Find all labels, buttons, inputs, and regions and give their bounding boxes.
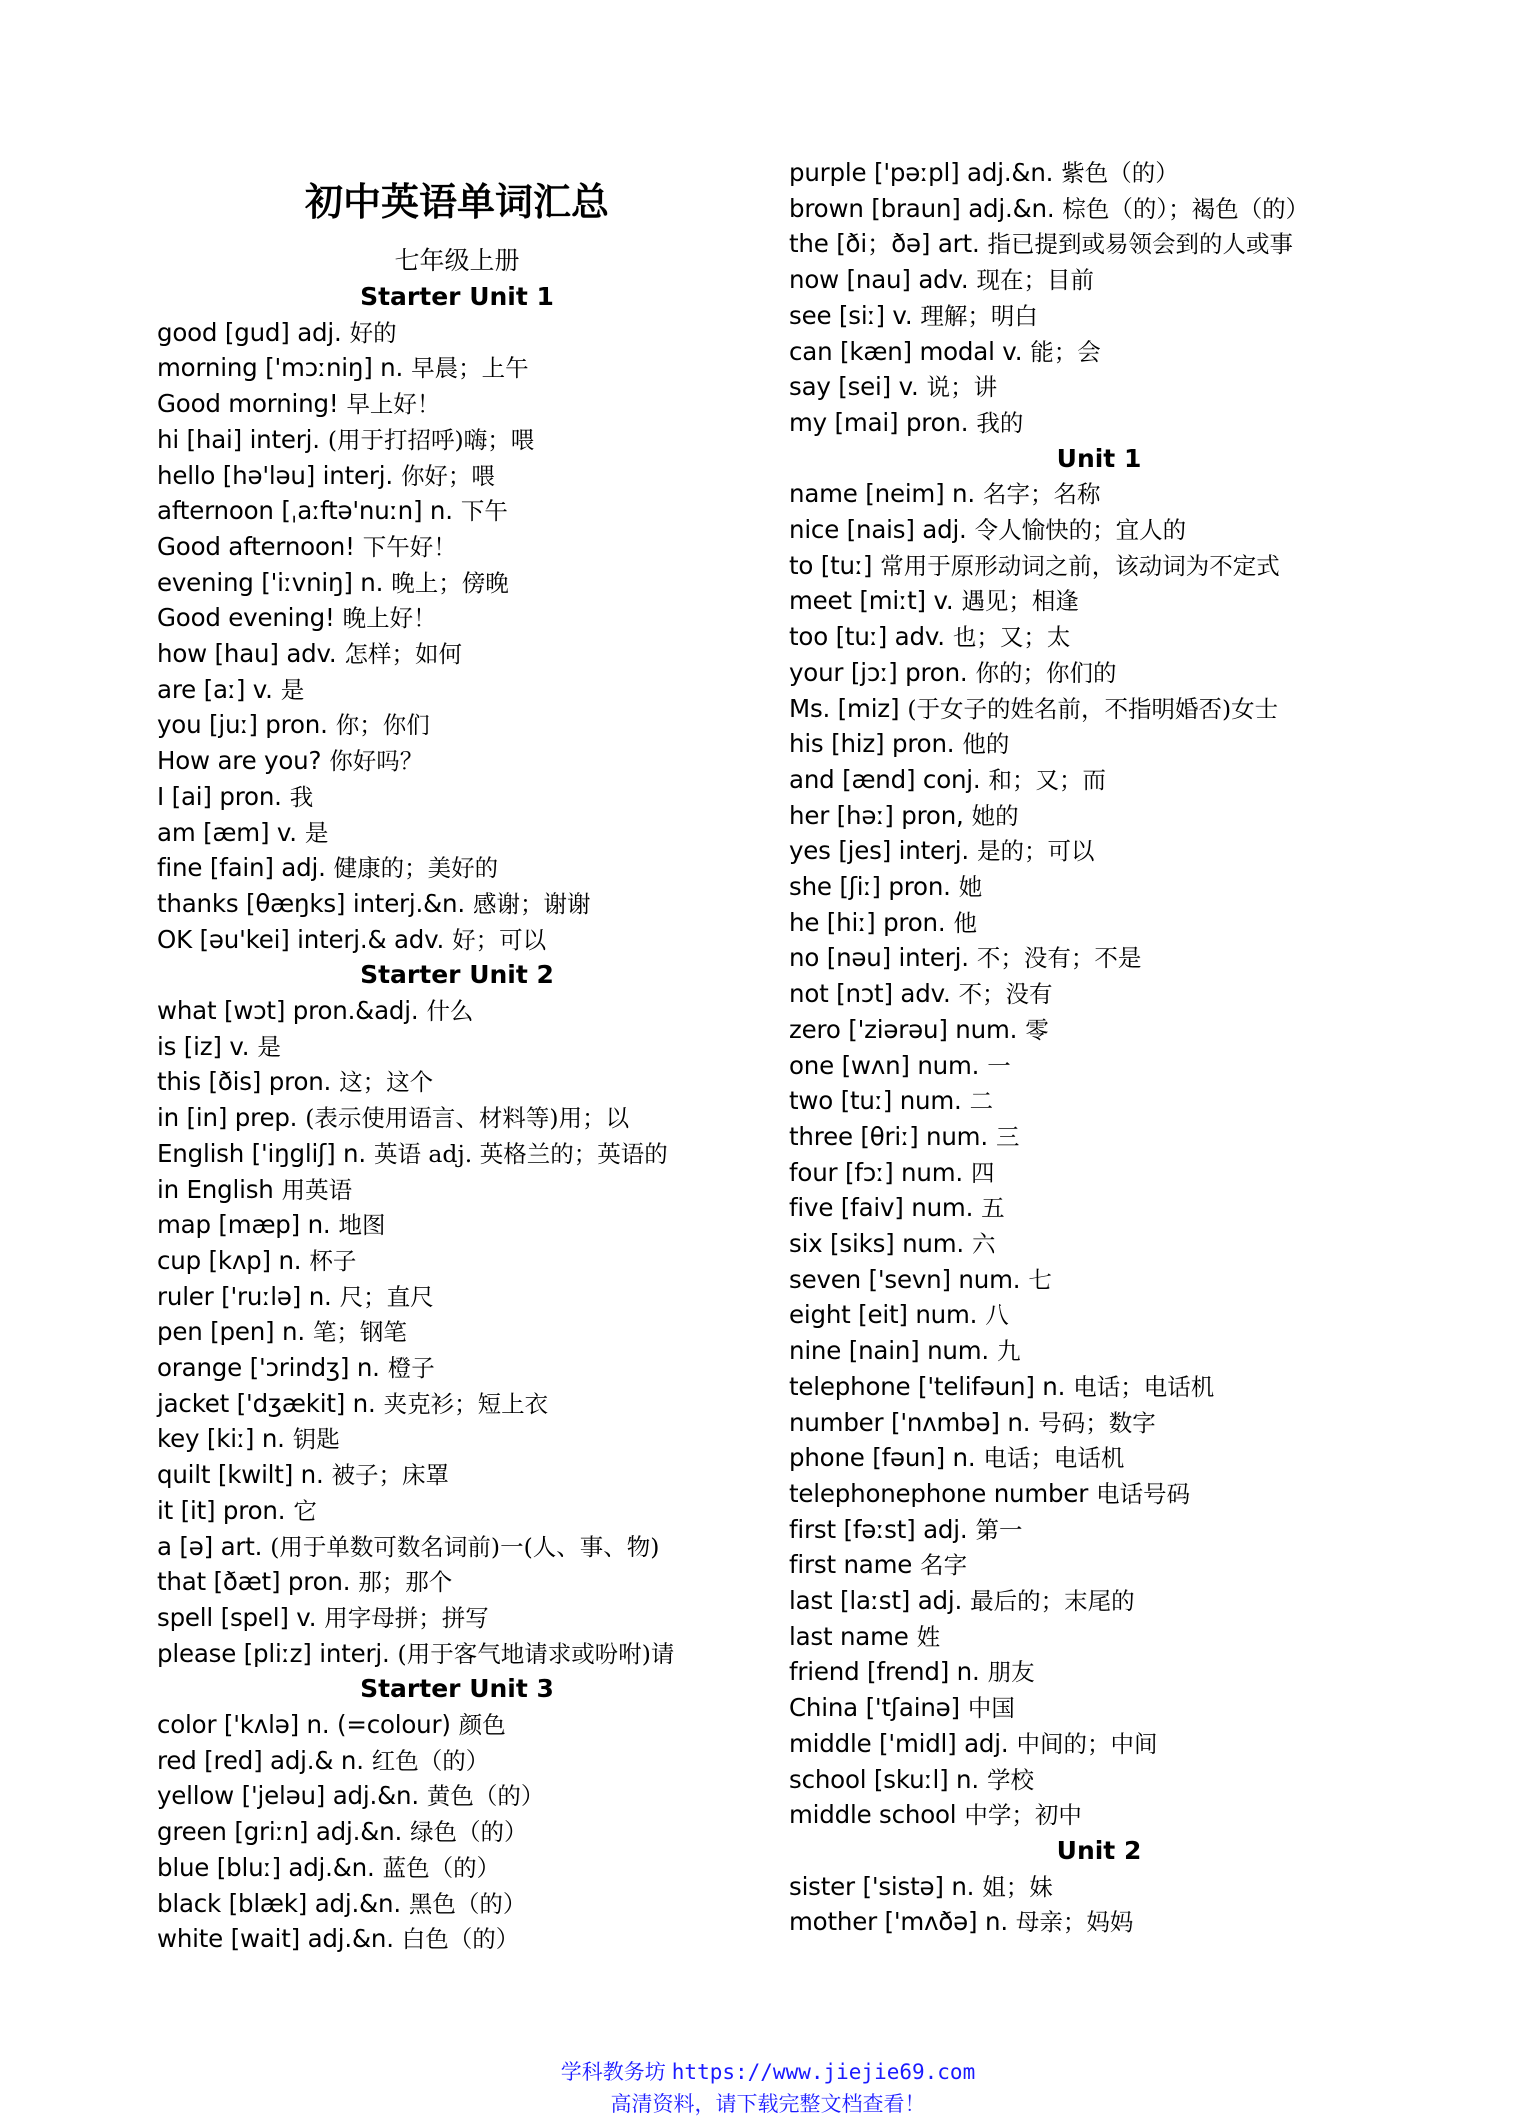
vocab-meaning: 什么 [426,997,474,1025]
vocab-entry [789,976,1053,1012]
vocab-word: Ms. [miz] [789,693,900,723]
vocab-meaning: 他的 [962,730,1010,759]
vocab-meaning: 英语 adj. 英格兰的；英语的 [373,1139,668,1168]
vocab-entry [789,298,1038,334]
vocab-entry [157,672,304,708]
vocab-word: number ['nʌmbə] n. [789,1407,1031,1437]
vocab-meaning: 和；又；而 [988,765,1107,794]
vocab-word: it [it] pron. [157,1495,286,1525]
vocab-word: first [fəːst] adj. [789,1514,968,1544]
vocab-meaning: 中学；初中 [964,1801,1082,1830]
vocab-meaning: 四 [970,1158,995,1187]
vocab-entry [157,743,423,779]
vocab-entry [789,1048,1011,1084]
vocab-entry [789,1583,1135,1619]
document-title: 初中英语单词汇总 [304,180,609,224]
vocab-meaning: 母亲；妈妈 [1015,1908,1134,1937]
vocab-word: can [kæn] modal v. [789,336,1023,366]
vocab-word: white [wait] adj.&n. [157,1924,394,1954]
vocab-word: name [neim] n. [789,479,975,509]
vocab-word: friend [frend] n. [789,1657,980,1687]
vocab-meaning: 能；会 [1030,337,1101,366]
vocab-word: in English [157,1174,274,1204]
vocab-entry [157,850,498,886]
vocab-word: my [mai] pron. [789,407,969,437]
vocab-word: she [ʃiː] pron. [789,872,951,901]
vocab-meaning: 好；可以 [452,925,547,954]
vocab-meaning: 黄色（的） [426,1782,545,1811]
vocab-meaning: 中国 [967,1694,1015,1723]
unit-heading: Unit 1 [1056,443,1142,473]
vocab-meaning: 怎样；如何 [344,640,462,668]
vocab-word: and [ænd] conj. [789,764,981,794]
vocab-meaning: 零 [1025,1015,1049,1044]
vocab-meaning: 你好吗？ [329,747,424,776]
vocab-word: China ['tʃainə] [789,1693,960,1723]
vocab-meaning: 指已提到或易领会到的人或事 [987,230,1294,259]
vocab-word: in [in] prep. [157,1103,298,1133]
vocab-word: four [fɔː] num. [789,1157,963,1187]
vocab-entry [789,1654,1035,1690]
vocab-meaning: 杯子 [309,1246,357,1275]
unit-heading: Unit 2 [1056,1835,1142,1865]
vocab-meaning: 我的 [976,408,1024,437]
vocab-meaning: 你好；喂 [400,461,495,490]
vocab-meaning: 现在；目前 [976,266,1094,295]
vocab-word: please [pliːz] interj. [157,1638,390,1668]
vocab-meaning: 常用于原形动词之前，该动词为不定式 [880,551,1280,580]
vocab-entry [789,798,1019,834]
vocab-word: good [gud] adj. [157,317,342,347]
vocab-entry [789,1726,1157,1762]
vocab-word: first name [789,1550,913,1580]
vocab-meaning: 三 [995,1122,1020,1151]
vocab-word: say [sei] v. [789,372,919,402]
vocab-entry [157,1172,352,1208]
vocab-meaning: (表示使用语言、材料等)用；以 [305,1104,630,1133]
vocab-word: telephonephone number [789,1478,1089,1508]
vocab-meaning: 学校 [986,1765,1034,1794]
vocab-word: blue [bluː] adj.&n. [157,1852,375,1882]
vocab-word: pen [pen] n. [157,1317,305,1347]
vocab-meaning: 是 [257,1032,281,1061]
vocab-entry [157,815,328,851]
vocab-meaning: 一 [987,1051,1011,1080]
vocab-meaning: 说；讲 [926,373,998,402]
vocab-entry [157,1600,489,1636]
vocab-meaning: 早上好！ [346,390,441,419]
vocab-meaning: (于女子的姓名前，不指明婚否)女士 [907,694,1279,723]
vocab-entry [157,1814,528,1850]
vocab-word: Good morning! [157,389,339,419]
vocab-word: I [ai] pron. [157,781,282,811]
vocab-entry [157,565,509,601]
vocab-entry [157,707,430,743]
vocab-word: to [tuː] [789,550,873,580]
vocab-word: telephone ['telifəun] n. [789,1371,1066,1401]
vocab-entry [157,636,462,672]
vocab-meaning: 是的；可以 [976,837,1095,866]
vocab-entry [789,1226,996,1262]
vocab-word: what [wɔt] pron.&adj. [157,996,419,1025]
vocab-meaning: 理解；明白 [920,301,1038,330]
vocab-word: that [ðæt] pron. [157,1567,351,1597]
vocab-word: am [æm] v. [157,817,297,847]
vocab-entry [789,1762,1034,1798]
vocab-entry [157,422,534,458]
vocab-word: middle school [789,1800,957,1830]
vocab-word: three [θriː] num. [789,1121,988,1151]
vocab-meaning: (用于客气地请求或吩咐)请 [397,1639,675,1668]
vocab-entry [157,1279,434,1315]
vocab-word: purple ['pəːpl] adj.&n. [789,158,1054,187]
vocab-entry [157,1421,340,1457]
vocab-entry [789,940,1141,976]
vocab-word: last name [789,1621,909,1651]
vocab-entry [157,315,397,351]
vocab-word: now [nau] adv. [789,265,969,295]
vocab-entry [789,1797,1082,1833]
vocab-word: color ['kʌlə] n. (=colour) [157,1710,451,1739]
footer-note: 高清资料，请下载完整文档查看！ [610,2092,926,2116]
vocab-meaning: 红色（的） [371,1746,490,1775]
vocab-word: cup [kʌp] n. [157,1245,302,1275]
vocab-meaning: 白色（的） [401,1925,520,1954]
vocab-meaning: 五 [981,1194,1005,1223]
vocab-entry [789,1333,1021,1369]
vocab-entry [157,1136,668,1172]
vocab-entry [789,512,1186,548]
vocab-word: green [griːn] adj.&n. [157,1817,403,1847]
footer-url-link[interactable]: https://www.jiejie69.com [671,2060,976,2084]
vocab-entry [789,1512,1022,1548]
vocab-entry [789,619,1070,655]
vocab-word: no [nəu] interj. [789,943,969,973]
vocab-word: map [mæp] n. [157,1210,331,1240]
vocab-meaning: 电话；电话机 [1073,1372,1215,1401]
vocab-entry [789,405,1023,441]
vocab-word: spell [spel] v. [157,1602,317,1632]
vocab-entry [789,191,1309,227]
vocab-entry [789,905,977,941]
vocab-entry [789,1476,1190,1512]
vocab-entry [157,922,546,958]
vocab-entry [157,1064,433,1100]
vocab-entry [789,548,1280,584]
vocab-meaning: 最后的；末尾的 [970,1587,1135,1615]
vocab-meaning: 蓝色（的） [382,1853,501,1882]
vocab-meaning: (用于打招呼)嗨；喂 [327,425,535,454]
vocab-word: seven ['sevn] num. [789,1264,1021,1294]
vocab-meaning: 八 [985,1301,1009,1330]
vocab-word: Good afternoon! [157,531,355,561]
vocab-entry [157,1350,435,1386]
vocab-word: six [siks] num. [789,1229,964,1258]
vocab-meaning: 号码；数字 [1038,1408,1156,1437]
vocab-meaning: 你的；你们的 [975,658,1117,687]
vocab-word: one [wʌn] num. [789,1050,980,1080]
vocab-entry [789,726,1009,762]
vocab-meaning: 橙子 [387,1354,435,1382]
vocab-entry [157,493,508,529]
vocab-meaning: 用字母拼；拼写 [324,1603,489,1632]
vocab-entry [157,993,473,1029]
vocab-word: middle ['midl] adj. [789,1728,1009,1758]
vocab-meaning: 名字 [920,1551,968,1580]
vocab-word: too [tuː] adv. [789,622,945,652]
vocab-word: he [hiː] pron. [789,907,946,937]
footer [0,2056,1536,2120]
vocab-entry [789,833,1094,869]
document-subtitle: 七年级上册 [394,246,520,275]
vocab-entry [789,1190,1005,1226]
vocab-meaning: 钥匙 [292,1425,340,1454]
vocab-entry [789,334,1101,370]
vocab-entry [157,779,313,815]
vocab-entry [789,1119,1019,1155]
unit-heading: Starter Unit 1 [360,282,554,311]
vocab-meaning: 那；那个 [358,1568,453,1597]
vocab-meaning: 电话；电话机 [983,1444,1125,1473]
vocab-meaning: 紫色（的） [1061,159,1179,187]
vocab-entry [157,1207,386,1243]
vocab-word: sister ['sistə] n. [789,1871,975,1901]
vocab-entry [157,1921,519,1957]
vocab-meaning: 七 [1028,1265,1052,1294]
vocab-meaning: 这；这个 [339,1068,434,1097]
footer-line-1 [0,2056,1536,2088]
vocab-word: afternoon [ˌaːftə'nuːn] n. [157,496,453,526]
vocab-word: how [hau] adv. [157,639,337,668]
vocab-entry [789,226,1293,262]
vocab-meaning: 感谢；谢谢 [472,889,591,918]
vocab-word: phone [fəun] n. [789,1443,976,1473]
vocab-meaning: 是 [280,675,305,704]
vocab-meaning: 晚上好！ [342,604,437,633]
vocab-word: How are you? [157,746,322,776]
vocab-entry [157,458,495,494]
vocab-meaning: 我 [289,782,314,811]
vocab-word: is [iz] v. [157,1031,250,1061]
vocab-word: red [red] adj.& n. [157,1745,364,1775]
vocab-word: quilt [kwilt] n. [157,1460,324,1490]
vocab-entry [789,1405,1156,1441]
vocab-word: yes [jes] interj. [789,836,969,866]
vocab-word: two [tuː] num. [789,1086,962,1116]
vocab-meaning: 下午 [460,497,508,526]
footer-site-name: 学科教务坊 [560,2060,666,2084]
vocab-entry [157,886,590,922]
vocab-word: OK [əu'kei] interj.& adv. [157,924,445,954]
vocab-word: this [ðis] pron. [157,1067,332,1097]
vocab-word: brown [braun] adj.&n. [789,193,1055,223]
vocab-meaning: 用英语 [281,1175,353,1204]
vocab-word: see [siː] v. [789,300,913,330]
vocab-entry [157,529,457,565]
vocab-meaning: 令人愉快的；宜人的 [974,516,1187,544]
vocab-meaning: 是 [304,818,329,847]
unit-heading: Starter Unit 3 [360,1674,554,1704]
vocab-word: you [juː] pron. [157,710,328,740]
vocab-meaning: 被子；床罩 [331,1461,450,1490]
vocab-entry [157,1707,506,1743]
vocab-meaning: 棕色（的）；褐色（的） [1062,194,1310,223]
vocab-entry [157,1386,548,1422]
vocab-entry [157,1850,500,1886]
vocab-entry [789,1012,1049,1048]
vocab-meaning: (用于单数可数名词前)一(人、事、物) [270,1532,660,1561]
vocab-meaning: 尺；直尺 [339,1282,434,1311]
vocab-entry [789,1297,1009,1333]
vocab-entry [157,1314,407,1350]
vocab-word: morning ['mɔːniŋ] n. [157,353,404,383]
vocab-entry [789,369,997,405]
vocab-word: Good evening! [157,603,335,633]
vocab-word: nice [nais] adj. [789,515,967,544]
vocab-meaning: 二 [969,1087,994,1116]
vocab-word: meet [miːt] v. [789,586,954,616]
vocab-entry [157,1636,674,1672]
vocab-entry [157,1886,526,1922]
vocab-meaning: 也；又；太 [952,623,1071,652]
vocab-meaning: 黑色（的） [408,1889,527,1918]
vocab-entry [789,583,1079,619]
vocab-entry [789,1440,1124,1476]
vocab-meaning: 朋友 [987,1658,1035,1687]
vocab-word: mother ['mʌðə] n. [789,1907,1008,1937]
vocab-entry [157,1564,452,1600]
vocab-entry [157,1457,449,1493]
vocab-word: hi [hai] interj. [157,424,320,454]
vocab-meaning: 晚上；傍晚 [391,568,509,597]
vocab-meaning: 笔；钢笔 [312,1318,407,1347]
vocab-entry [789,1547,967,1583]
vocab-entry [157,1029,281,1065]
vocab-word: orange ['ɔrindʒ] n. [157,1353,380,1382]
vocab-meaning: 健康的；美好的 [333,854,499,883]
vocab-entry [789,1904,1133,1940]
vocab-entry [789,762,1106,798]
vocab-meaning: 早晨；上午 [411,354,529,383]
vocab-word: eight [eit] num. [789,1300,978,1330]
vocab-meaning: 夹克衫；短上衣 [383,1389,549,1418]
vocab-word: English ['iŋgliʃ] n. [157,1138,366,1168]
vocab-meaning: 你；你们 [335,711,430,740]
vocab-meaning: 名字；名称 [982,480,1101,509]
vocab-word: thanks [θæŋks] interj.&n. [157,888,465,918]
vocab-entry [157,1529,659,1565]
vocab-meaning: 下午好！ [362,532,457,561]
vocab-entry [789,155,1179,191]
vocab-entry [157,386,440,422]
vocab-word: nine [nain] num. [789,1336,990,1366]
vocab-word: your [jɔː] pron. [789,657,968,687]
unit-heading: Starter Unit 2 [360,960,554,990]
vocab-meaning: 地图 [338,1211,386,1240]
vocab-word: hello [hə'ləu] interj. [157,460,393,490]
vocab-entry [157,1778,544,1814]
vocab-meaning: 他 [953,908,977,937]
vocab-word: ruler ['ruːlə] n. [157,1281,332,1311]
vocab-entry [789,476,1100,512]
vocab-word: are [aː] v. [157,674,273,704]
vocab-meaning: 第一 [975,1515,1023,1544]
vocab-entry [789,1869,1053,1905]
vocab-meaning: 九 [997,1337,1021,1366]
vocab-meaning: 六 [972,1230,996,1258]
vocab-entry [789,691,1278,727]
vocab-meaning: 颜色 [458,1711,506,1739]
vocab-word: fine [fain] adj. [157,853,326,883]
vocab-entry [157,1743,489,1779]
vocab-entry [789,1369,1214,1405]
vocab-entry [789,262,1094,298]
vocab-word: zero ['ziərəu] num. [789,1014,1018,1044]
vocab-entry [789,1083,993,1119]
vocab-entry [157,1100,629,1136]
vocab-meaning: 不；没有；不是 [976,944,1142,973]
vocab-entry [157,600,437,636]
vocab-word: not [nɔt] adv. [789,979,951,1009]
vocab-meaning: 姐；妹 [982,1872,1053,1901]
vocab-entry [789,869,982,905]
vocab-meaning: 她的 [971,801,1019,830]
vocab-entry [157,1493,317,1529]
vocab-meaning: 它 [293,1496,317,1525]
vocab-meaning: 绿色（的） [410,1818,528,1847]
vocab-meaning: 她 [958,873,983,901]
vocab-meaning: 好的 [349,318,397,347]
vocab-word: key [kiː] n. [157,1424,285,1454]
vocab-entry [157,1243,356,1279]
vocab-meaning: 遇见；相逢 [961,587,1079,616]
vocab-word: yellow ['jeləu] adj.&n. [157,1781,419,1811]
vocab-word: black [blæk] adj.&n. [157,1888,401,1918]
vocab-word: a [ə] art. [157,1531,263,1561]
vocab-word: last [laːst] adj. [789,1586,963,1615]
vocab-meaning: 电话号码 [1096,1479,1191,1508]
vocab-meaning: 中间的；中间 [1016,1729,1158,1758]
vocab-entry [789,1619,940,1655]
vocab-word: his [hiz] pron. [789,729,955,759]
vocab-meaning: 不；没有 [958,980,1053,1009]
vocab-entry [789,1262,1052,1298]
vocab-word: school [skuːl] n. [789,1764,979,1794]
vocab-entry [789,1690,1015,1726]
vocab-word: jacket ['dʒækit] n. [157,1388,376,1418]
vocab-entry [789,1155,994,1191]
vocab-entry [157,350,529,386]
vocab-word: five [faiv] num. [789,1193,974,1223]
vocab-meaning: 姓 [916,1622,941,1651]
vocab-entry [789,655,1117,691]
vocab-word: her [həː] pron, [789,800,964,830]
vocab-word: evening ['iːvniŋ] n. [157,567,384,597]
vocab-word: the [ði；ðə] art. [789,229,980,259]
